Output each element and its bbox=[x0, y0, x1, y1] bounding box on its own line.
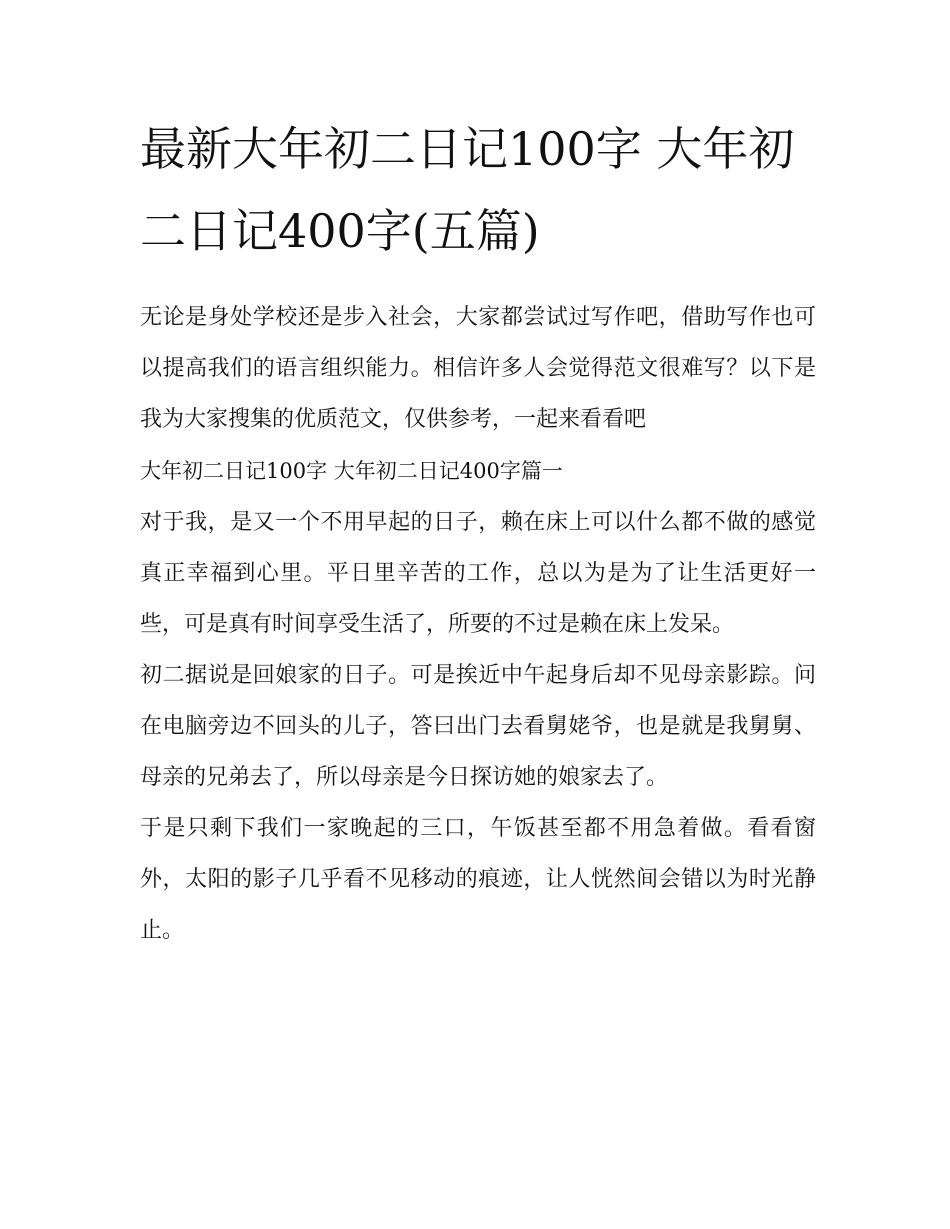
body-paragraph: 于是只剩下我们一家晚起的三口，午饭甚至都不用急着做。看看窗外，太阳的影子几乎看不见移动的痕迹，让人恍然间会错以为时光静止。 bbox=[140, 816, 816, 943]
section-heading: 大年初二日记100字 大年初二日记400字篇一 bbox=[140, 459, 563, 483]
intro-paragraph: 无论是身处学校还是步入社会，大家都尝试过写作吧，借助写作也可以提高我们的语言组织能力。相信许多人会觉得范文很难写？以下是我为大家搜集的优质范文，仅供参考，一起来看看吧 bbox=[140, 305, 816, 432]
body-paragraph: 初二据说是回娘家的日子。可是挨近中午起身后却不见母亲影踪。问在电脑旁边不回头的儿子，答曰出门去看舅姥爷，也是就是我舅舅、母亲的兄弟去了，所以母亲是今日探访她的娘家去了。 bbox=[140, 663, 816, 790]
document-title: 最新大年初二日记100字 大年初二日记400字(五篇) bbox=[140, 122, 795, 258]
body-paragraph: 对于我，是又一个不用早起的日子，赖在床上可以什么都不做的感觉真正幸福到心里。平日里辛苦的工作，总以为是为了让生活更好一些，可是真有时间享受生活了，所要的不过是赖在床上发呆。 bbox=[140, 510, 816, 637]
document-body bbox=[140, 292, 816, 956]
document-page bbox=[140, 108, 816, 956]
